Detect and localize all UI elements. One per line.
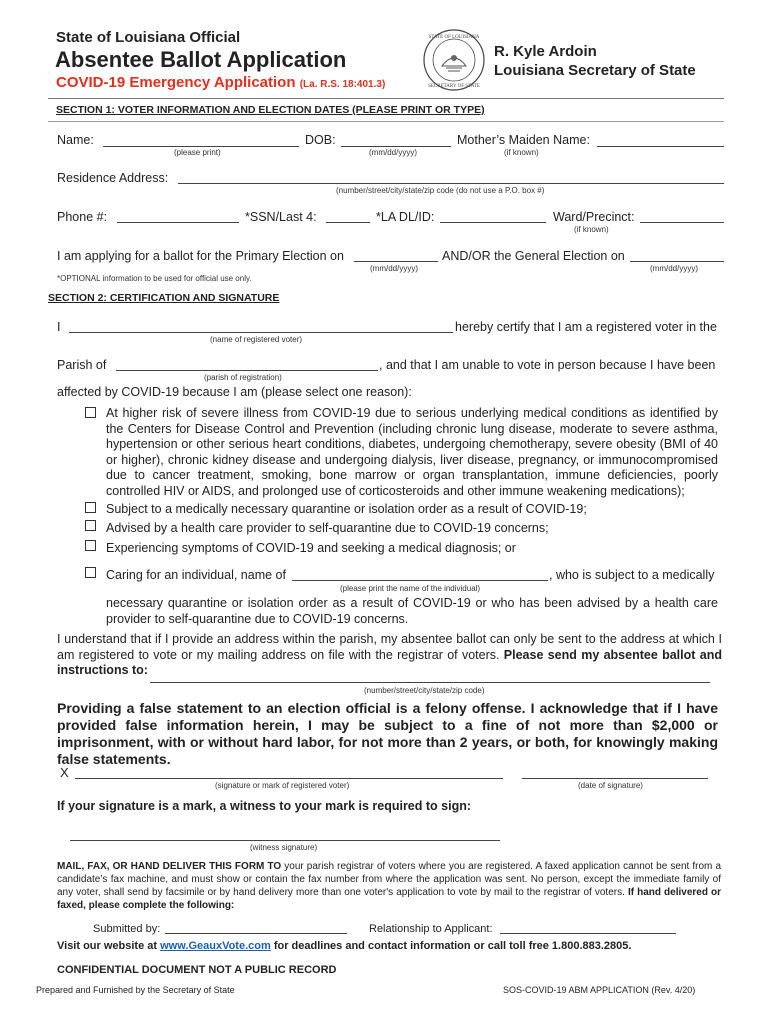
i-label: I: [57, 320, 61, 334]
optional-note: *OPTIONAL information to be used for official use only.: [57, 274, 252, 283]
general-election-label: AND/OR the General Election on: [442, 249, 625, 263]
residence-label: Residence Address:: [57, 171, 169, 185]
reason-1-checkbox[interactable]: [85, 407, 96, 418]
caring-text: , who is subject to a medically: [549, 568, 715, 582]
caring-name-hint: (please print the name of the individual): [340, 584, 481, 593]
reason-4-text: Experiencing symptoms of COVID-19 and seeking a medical diagnosis; or: [106, 541, 516, 555]
form-identifier: SOS-COVID-19 ABM APPLICATION (Rev. 4/20): [503, 985, 696, 995]
signature-hint: (signature or mark of registered voter): [215, 781, 350, 790]
svg-text:STATE OF LOUISIANA: STATE OF LOUISIANA: [428, 35, 480, 40]
witness-signature-hint: (witness signature): [250, 843, 318, 852]
form-subtitle: COVID-19 Emergency Application (La. R.S. 18:401.3): [56, 74, 386, 91]
parish-label: Parish of: [57, 358, 107, 372]
website-line: Visit our website at www.GeauxVote.com for deadlines and contact information or call toll free 1.800.883.2805.: [57, 940, 632, 952]
section1-divider: [48, 121, 724, 122]
primary-election-label: I am applying for a ballot for the Primary Election on: [57, 249, 344, 263]
primary-date-hint: (mm/dd/yyyy): [370, 264, 418, 273]
name-hint: (please print): [174, 148, 221, 157]
dob-hint: (mm/dd/yyyy): [369, 148, 417, 157]
parish-field[interactable]: [116, 370, 378, 371]
name-label: Name:: [57, 133, 94, 147]
section1-heading: SECTION 1: VOTER INFORMATION AND ELECTION DATES (PLEASE PRINT OR TYPE): [56, 104, 485, 116]
signature-date-field[interactable]: [522, 778, 708, 779]
reason-1-text: At higher risk of severe illness from COVID-19 due to serious underlying medical conditions as identified by the Centers for Disease Control and Prevention (including chronic lung disease, moderate to severe asthma, hypertension or other serious heart conditions, diabetes, undergoing chemotherapy, severe obesity (BMI of 40 or higher), chronic kidney disease and undergoing dialysis, liver disease, pregnancy, or immunocompromised due to cancer treatment, smoking, bone marrow or organ transplantation, immune deficiencies, poorly controlled HIV or AIDS, and prolonged use of corticosteroids and other immune weakening medications);: [106, 406, 718, 498]
certify-text: hereby certify that I am a registered voter in the: [455, 320, 717, 334]
maiden-name-field[interactable]: [597, 146, 724, 147]
signature-field[interactable]: [75, 778, 503, 779]
name-field[interactable]: [103, 146, 299, 147]
dl-field[interactable]: [440, 222, 546, 223]
section2-heading: SECTION 2: CERTIFICATION AND SIGNATURE: [48, 292, 280, 304]
general-date-field[interactable]: [630, 261, 724, 262]
residence-field[interactable]: [178, 183, 724, 184]
witness-required-text: If your signature is a mark, a witness to your mark is required to sign:: [57, 799, 472, 813]
reason-3-text: Advised by a health care provider to self-quarantine due to COVID-19 concerns;: [106, 521, 549, 535]
parish-text: , and that I am unable to vote in person because I have been: [379, 358, 716, 372]
ward-hint: (if known): [574, 225, 609, 234]
reason-2-text: Subject to a medically necessary quarantine or isolation order as a result of COVID-19;: [106, 502, 587, 516]
mail-instructions: MAIL, FAX, OR HAND DELIVER THIS FORM TO your parish registrar of voters where you are registered. A faxed application cannot be sent from a candidate’s fax machine, and must show or contain the fax number from where the application was sent. No person, except the immediate family of any voter, shall send by facsimile or by hand delivery more than one voter's application to vote by mail to the registrar of voters. If hand delivered or faxed, please complete the following:: [57, 861, 722, 911]
general-date-hint: (mm/dd/yyyy): [650, 264, 698, 273]
header-divider: [48, 98, 724, 99]
ward-field[interactable]: [640, 222, 724, 223]
voter-name-field[interactable]: [69, 332, 453, 333]
maiden-name-hint: (if known): [504, 148, 539, 157]
reason-2-checkbox[interactable]: [85, 502, 96, 513]
voter-name-hint: (name of registered voter): [210, 335, 303, 344]
maiden-name-label: Mother’s Maiden Name:: [457, 133, 590, 147]
signature-x-mark: X: [60, 765, 69, 780]
official-name: R. Kyle Ardoin: [494, 43, 597, 60]
ssn-field[interactable]: [326, 222, 370, 223]
submitted-by-field[interactable]: [165, 933, 347, 934]
phone-field[interactable]: [117, 222, 239, 223]
reason-5-checkbox[interactable]: [85, 567, 96, 578]
ssn-label: *SSN/Last 4:: [245, 210, 317, 224]
primary-date-field[interactable]: [354, 261, 438, 262]
dob-field[interactable]: [341, 146, 451, 147]
affected-text: affected by COVID-19 because I am (please select one reason):: [57, 385, 412, 399]
form-title: Absentee Ballot Application: [55, 47, 347, 72]
false-statement-warning: Providing a false statement to an election official is a felony offense. I acknowledge that if I have provided false information herein, I may be subject to a fine of not more than $2,000 or imprisonment, with or without hard labor, for not more than 2 years, or both, for knowingly making false statements.: [57, 700, 718, 767]
reason-4-checkbox[interactable]: [85, 540, 96, 551]
phone-label: Phone #:: [57, 210, 108, 224]
send-instructions: Please send my absentee ballot and instructions to:: [57, 647, 722, 677]
mailing-address-field[interactable]: [150, 682, 710, 683]
ward-label: Ward/Precinct:: [553, 210, 635, 224]
state-seal: [422, 28, 486, 92]
witness-signature-field[interactable]: [70, 840, 500, 841]
website-link[interactable]: www.GeauxVote.com: [160, 940, 271, 952]
statute-reference: (La. R.S. 18:401.3): [299, 79, 386, 90]
svg-text:SECRETARY OF STATE: SECRETARY OF STATE: [428, 84, 480, 89]
prepared-by: Prepared and Furnished by the Secretary of State: [36, 985, 235, 995]
official-title: Louisiana Secretary of State: [494, 62, 696, 79]
caring-name-field[interactable]: [292, 580, 548, 581]
reason-3-checkbox[interactable]: [85, 520, 96, 531]
relationship-field[interactable]: [500, 933, 676, 934]
form-agency-line: State of Louisiana Official: [56, 29, 241, 46]
understand-text: I understand that if I provide an address within the parish, my absentee ballot can only be sent to the address at which I am registered to vote or my mailing address on file with the registrar of voters. Please send my absentee ballot and instructions to:: [57, 632, 722, 677]
confidential-notice: CONFIDENTIAL DOCUMENT NOT A PUBLIC RECORD: [57, 964, 337, 976]
caring-label: Caring for an individual, name of: [106, 568, 286, 582]
mailing-address-hint: (number/street/city/state/zip code): [364, 686, 485, 695]
dob-label: DOB:: [305, 133, 336, 147]
caring-continuation: necessary quarantine or isolation order as a result of COVID-19 or who has been advised by a health care provider to self-quarantine due to COVID-19 concerns.: [106, 596, 718, 626]
signature-date-hint: (date of signature): [578, 781, 643, 790]
dl-label: *LA DL/ID:: [376, 210, 435, 224]
submitted-by-label: Submitted by:: [93, 923, 161, 935]
residence-hint: (number/street/city/state/zip code (do not use a P.O. box #): [336, 186, 545, 195]
parish-hint: (parish of registration): [204, 373, 282, 382]
relationship-label: Relationship to Applicant:: [369, 923, 493, 935]
